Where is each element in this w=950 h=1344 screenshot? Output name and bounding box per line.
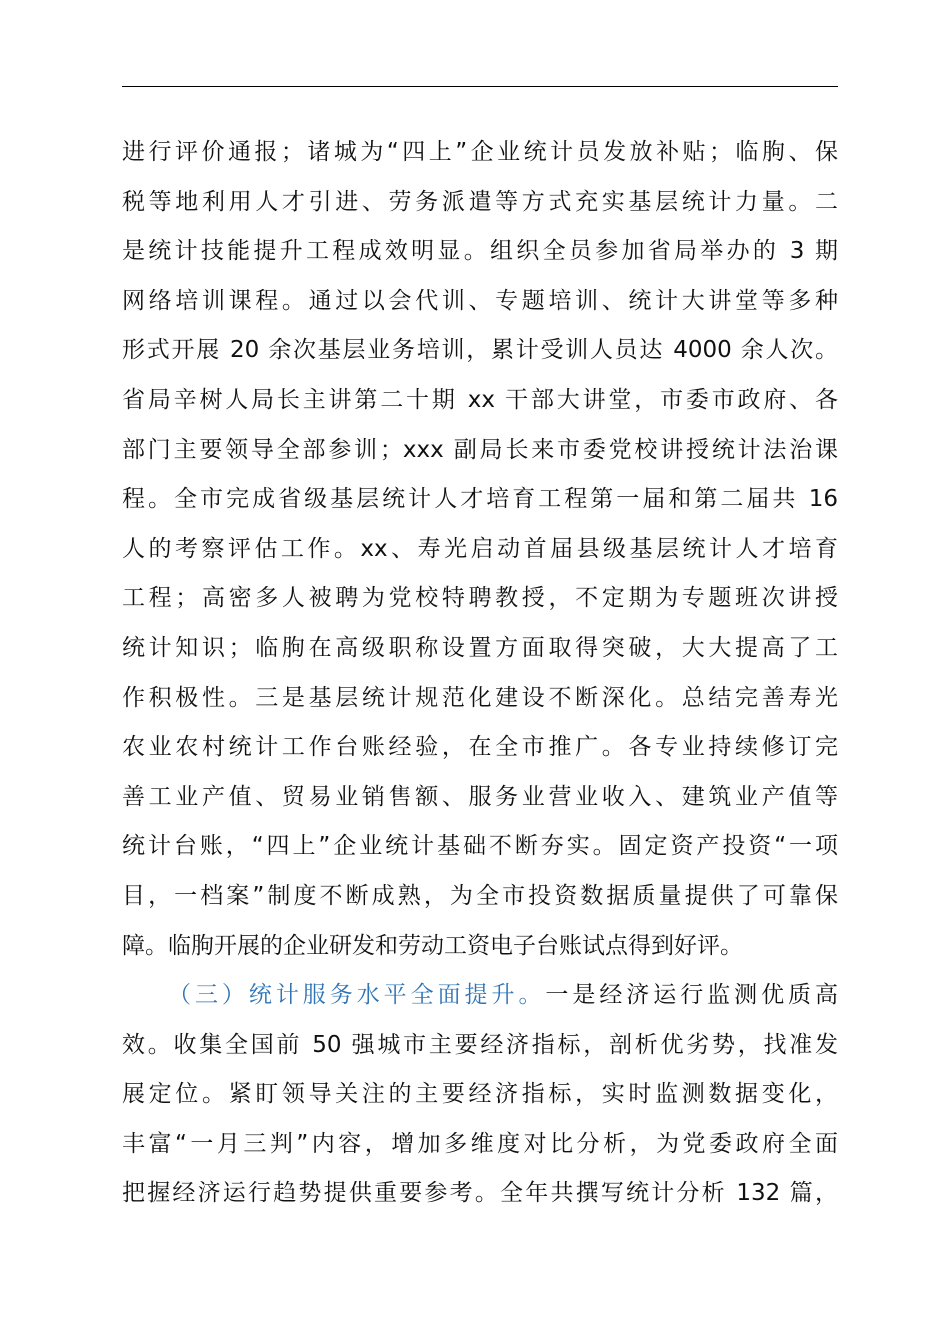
body-text (122, 128, 838, 1219)
section-first-line (122, 971, 838, 1021)
text-line: 效。收集全国前 50 强城市主要经济指标，剖析优劣势，找准发 (122, 1031, 838, 1058)
text-line: 是统计技能提升工程成效明显。组织全员参加省局举办的 3 期 (122, 238, 838, 265)
text-line: 障。临朐开展的企业研发和劳动工资电子台账试点得到好评。 (122, 932, 743, 959)
text-line: 税等地利用人才引进、劳务派遣等方式充实基层统计力量。二 (122, 188, 838, 215)
text-line: 作积极性。三是基层统计规范化建设不断深化。总结完善寿光 (122, 684, 838, 711)
text-line: 省局辛树人局长主讲第二十期 xx 干部大讲堂，市委市政府、各 (122, 386, 838, 413)
text-line: 工程；高密多人被聘为党校特聘教授，不定期为专题班次讲授 (122, 585, 838, 612)
paragraph-2 (122, 971, 838, 1219)
paragraph-1 (122, 128, 838, 971)
text-line: 网络培训课程。通过以会代训、专题培训、统计大讲堂等多种 (122, 287, 838, 314)
text-line: 人的考察评估工作。xx、寿光启动首届县级基层统计人才培育 (122, 535, 838, 562)
section-first-line-text: 一是经济运行监测优质高 (545, 982, 839, 1009)
text-line: 统计知识；临朐在高级职称设置方面取得突破，大大提高了工 (122, 634, 838, 661)
text-line: 展定位。紧盯领导关注的主要经济指标，实时监测数据变化， (122, 1081, 838, 1108)
text-line: 农业农村统计工作台账经验，在全市推广。各专业持续修订完 (122, 734, 838, 761)
text-line: 进行评价通报；诸城为“四上”企业统计员发放补贴；临朐、保 (122, 139, 838, 165)
text-line: 把握经济运行趋势提供重要参考。全年共撰写统计分析 132 篇， (122, 1180, 838, 1207)
header-rule (122, 86, 838, 87)
text-line: 善工业产值、贸易业销售额、服务业营业收入、建筑业产值等 (122, 783, 838, 810)
text-line: 目，一档案”制度不断成熟，为全市投资数据质量提供了可靠保 (122, 882, 838, 909)
text-line: 形式开展 20 余次基层业务培训，累计受训人员达 4000 余人次。 (122, 337, 838, 364)
section-heading: （三）统计服务水平全面提升。 (168, 982, 546, 1009)
text-line: 丰富“一月三判”内容，增加多维度对比分析，为党委政府全面 (122, 1130, 838, 1157)
text-line: 统计台账，“四上”企业统计基础不断夯实。固定资产投资“一项 (122, 833, 838, 860)
text-line: 程。全市完成省级基层统计人才培育工程第一届和第二届共 16 (122, 486, 838, 513)
text-line: 部门主要领导全部参训；xxx 副局长来市委党校讲授统计法治课 (122, 436, 838, 463)
